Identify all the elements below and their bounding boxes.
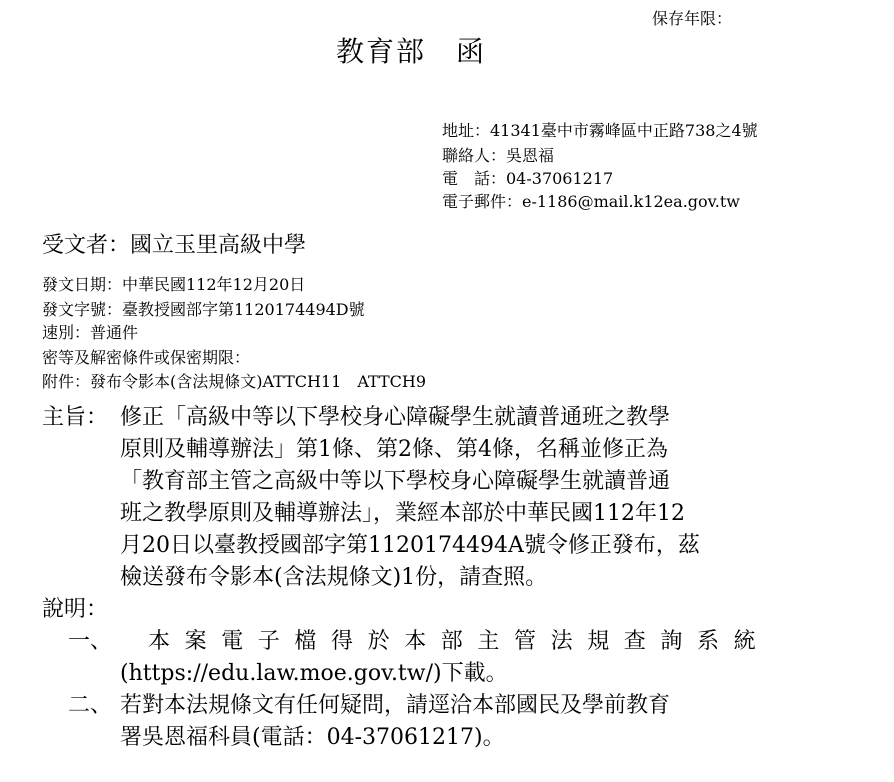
contact-phone: 電 話：04-37061217 [442,169,614,188]
explanation-item-text: (https://edu.law.moe.gov.tw/)下載。 [120,661,508,686]
retention-period-label: 保存年限： [652,9,733,28]
contact-email: 電子郵件：e-1186@mail.k12ea.gov.tw [442,192,741,211]
subject-line: 「教育部主管之高級中等以下學校身心障礙學生就讀普通 [120,469,671,494]
document-number: 發文字號：臺教授國部字第1120174494D號 [42,300,365,319]
explanation-item-number: 一、 [68,629,113,654]
classification-field: 密等及解密條件或保密期限： [42,348,251,367]
explanation-item-text: 若對本法規條文有任何疑問，請逕洽本部國民及學前教育 [120,693,671,718]
issue-date: 發文日期：中華民國112年12月20日 [42,275,306,294]
subject-line: 班之教學原則及輔導辦法」，業經本部於中華民國112年12 [120,501,685,526]
explanation-label: 說明： [42,597,109,622]
contact-address: 地址：41341臺中市霧峰區中正路738之4號 [442,121,758,140]
document-title: 教育部 函 [336,35,487,68]
attachment-field: 附件：發布令影本(含法規條文)ATTCH11 ATTCH9 [42,372,427,391]
explanation-item-text: 本案電子檔得於本部主管法規查詢系統 [148,629,771,654]
subject-line: 修正「高級中等以下學校身心障礙學生就讀普通班之教學 [120,405,671,430]
recipient: 受文者：國立玉里高級中學 [42,233,307,258]
subject-line: 原則及輔導辦法」第1條、第2條、第4條，名稱並修正為 [120,437,668,462]
explanation-item-text: 署吳恩福科員(電話：04-37061217)。 [120,725,505,750]
subject-label: 主旨： [42,405,109,430]
delivery-speed: 速別：普通件 [42,323,139,342]
explanation-item-number: 二、 [68,693,113,718]
contact-person: 聯絡人：吳恩福 [442,146,555,165]
subject-line: 檢送發布令影本(含法規條文)1份，請查照。 [120,565,548,590]
subject-line: 月20日以臺教授國部字第1120174494A號令修正發布，茲 [120,533,700,558]
